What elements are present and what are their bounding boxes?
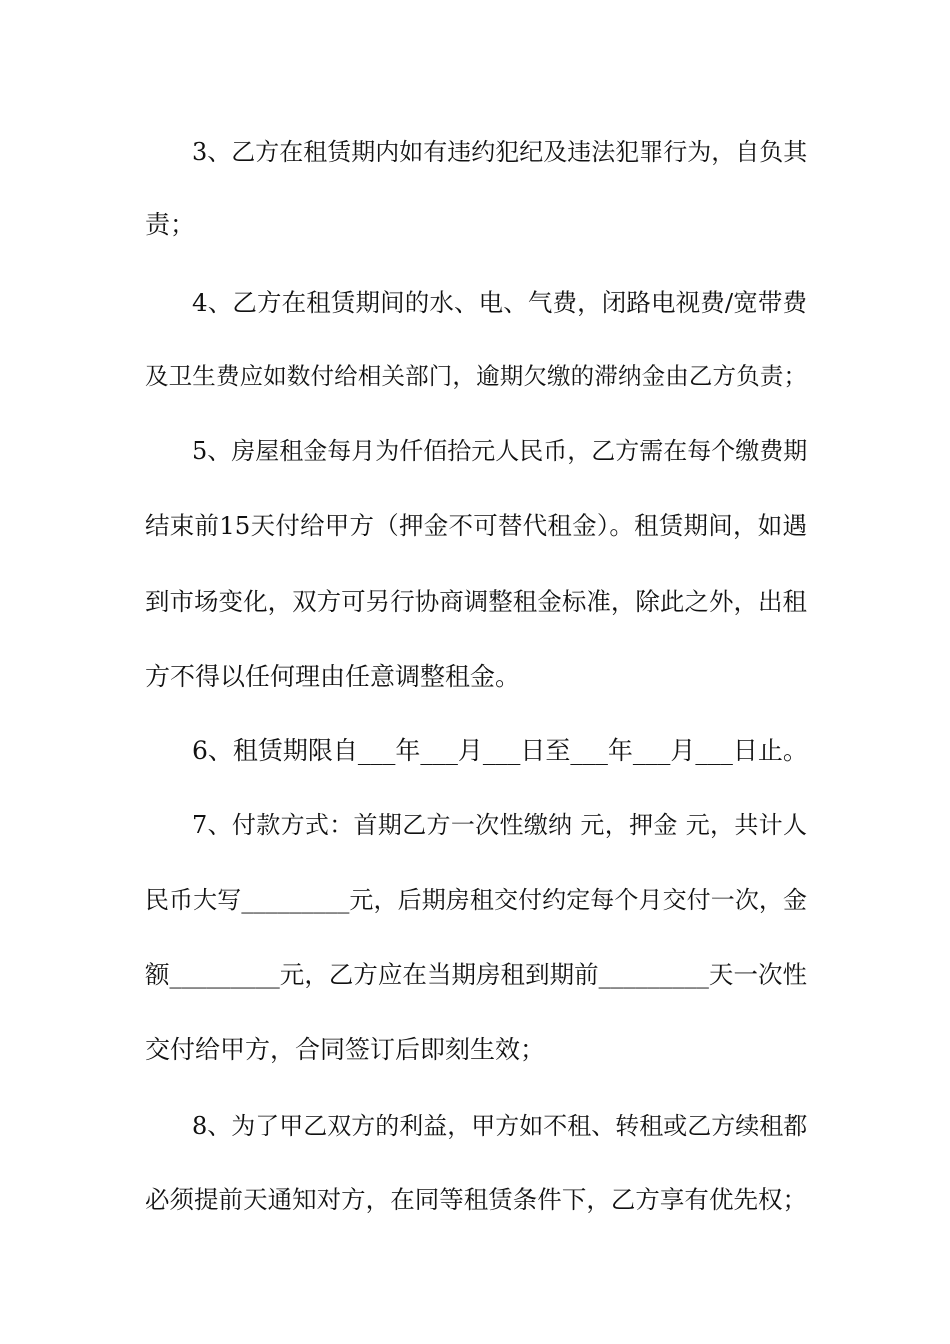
clause-3-line-1: 3、乙方在租赁期内如有违约犯纪及违法犯罪行为，自负其 [192, 138, 808, 166]
clause-7-line-4: 交付给甲方，合同签订后即刻生效； [145, 1035, 546, 1064]
clause-4-line-1: 4、乙方在租赁期间的水、电、气费，闭路电视费/宽带费 [192, 288, 807, 317]
clause-6-line-1: 6、租赁期限自___年___月___日至___年___月___日止。 [192, 736, 808, 765]
clause-7-line-3: 额_________元，乙方应在当期房租到期前_________天一次性 [145, 960, 807, 989]
clause-4-line-2: 及卫生费应如数付给相关部门，逾期欠缴的滞纳金由乙方负责； [145, 362, 807, 390]
clause-5-line-2: 结束前15天付给甲方（押金不可替代租金）。租赁期间，如遇 [145, 511, 807, 540]
clause-5-line-1: 5、房屋租金每月为仟佰拾元人民币，乙方需在每个缴费期 [192, 437, 808, 465]
clause-5-line-3: 到市场变化，双方可另行协商调整租金标准，除此之外，出租 [145, 587, 807, 616]
clause-7-line-1: 7、付款方式：首期乙方一次性缴纳 元，押金 元，共计人 [192, 811, 807, 839]
clause-8-line-2: 必须提前天通知对方，在同等租赁条件下，乙方享有优先权； [145, 1185, 807, 1214]
clause-5-line-4: 方不得以任何理由任意调整租金。 [145, 662, 521, 691]
clause-8-line-1: 8、为了甲乙双方的利益，甲方如不租、转租或乙方续租都 [192, 1112, 808, 1140]
clause-7-line-2: 民币大写_________元，后期房租交付约定每个月交付一次，金 [145, 886, 807, 914]
clause-3-line-2: 责； [145, 210, 196, 239]
